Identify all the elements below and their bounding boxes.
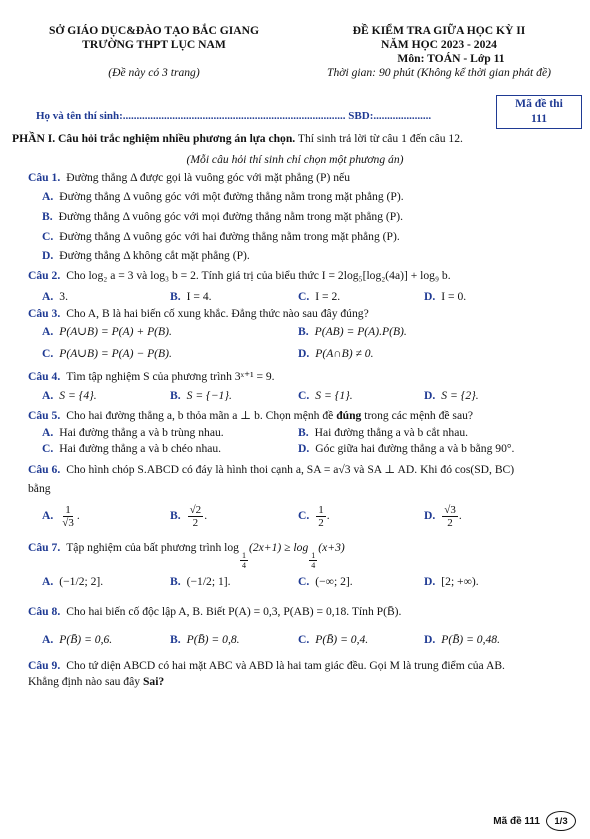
q4-option-a[interactable]: A. S = {4}. <box>42 389 97 402</box>
exam-code-value: 111 <box>530 112 548 125</box>
q6-option-a[interactable]: A. $\frac{1}{√3}$ . <box>42 504 80 529</box>
exam-code-label: Mã đề thi <box>515 97 563 110</box>
q5-option-a[interactable]: A. Hai đường thẳng a và b trùng nhau. <box>42 426 224 439</box>
subject: Môn: TOÁN - Lớp 11 <box>397 52 505 65</box>
q8-option-a[interactable]: A. P(B̄) = 0,6. <box>42 633 113 646</box>
q7-option-d[interactable]: D. [2; +∞). <box>424 575 479 588</box>
question-4: Câu 4. Tìm tập nghiệm S của phương trình 3ˣ⁺¹ = 9. <box>28 370 275 383</box>
footer-exam-code: Mã đề 111 <box>493 815 540 827</box>
exam-title: ĐỀ KIỂM TRA GIỮA HỌC KỲ II <box>352 24 526 37</box>
question-1: Câu 1. Đường thẳng Δ được gọi là vuông góc với mặt phẳng (P) nếu <box>28 171 350 184</box>
q1-option-b[interactable]: B. Đường thẳng Δ vuông góc với mọi đường thẳng nằm trong mặt phẳng (P). <box>42 210 403 223</box>
exam-time: Thời gian: 90 phút (Không kể thời gian phát đề) <box>327 66 551 79</box>
sbd-field: SBD:..................... <box>348 110 432 122</box>
q7-option-a[interactable]: A. (−1/2; 2]. <box>42 575 104 588</box>
question-7: Câu 7. Tập nghiệm của bất phương trình log $\frac{1}{4}$ (2x+1) ≥ log $\frac{1}{4}$ (x+3) <box>28 541 345 570</box>
q6-option-d[interactable]: D. $\frac{√3}{2}$ . <box>424 504 462 529</box>
page-footer <box>493 811 576 831</box>
q1-option-a[interactable]: A. Đường thẳng Δ vuông góc với một đường thẳng nằm trong mặt phẳng (P). <box>42 190 404 203</box>
q2-option-b[interactable]: B. I = 4. <box>170 290 212 303</box>
q5-option-d[interactable]: D. Góc giữa hai đường thẳng a và b bằng 90°. <box>298 442 515 455</box>
exam-code-box <box>496 95 582 129</box>
part1-note: (Mỗi câu hỏi thí sinh chỉ chọn một phương án) <box>186 153 404 166</box>
school-name: TRƯỜNG THPT LỤC NAM <box>82 38 226 51</box>
department-name: SỞ GIÁO DỤC&ĐÀO TẠO BẮC GIANG <box>48 24 260 37</box>
q2-option-c[interactable]: C. I = 2. <box>298 290 341 303</box>
q1-option-d[interactable]: D. Đường thẳng Δ không cắt mặt phẳng (P). <box>42 249 250 262</box>
question-9: Câu 9. Cho tứ diện ABCD có hai mặt ABC và ABD là hai tam giác đều. Gọi M là trung điểm của AB. <box>28 659 505 672</box>
q8-option-d[interactable]: D. P(B̄) = 0,48. <box>424 633 500 646</box>
q3-option-d[interactable]: D. P(A∩B) ≠ 0. <box>298 347 374 360</box>
q6-option-c[interactable]: C. $\frac{1}{2}$ . <box>298 504 330 529</box>
question-9-cont: Khẳng định nào sau đây Sai? <box>28 675 165 688</box>
part1-heading: PHẦN I. Câu hỏi trắc nghiệm nhiều phương án lựa chọn. Thí sinh trả lời từ câu 1 đến câu 12. <box>12 132 463 145</box>
q4-option-d[interactable]: D. S = {2}. <box>424 389 479 402</box>
question-6-cont: bằng <box>28 482 51 495</box>
q3-option-a[interactable]: A. P(A∪B) = P(A) + P(B). <box>42 325 172 338</box>
question-5: Câu 5. Cho hai đường thẳng a, b thỏa mãn a ⊥ b. Chọn mệnh đề đúng trong các mệnh đề sau? <box>28 409 474 422</box>
q2-option-d[interactable]: D. I = 0. <box>424 290 467 303</box>
q4-option-b[interactable]: B. S = {−1}. <box>170 389 232 402</box>
page-number: 1/3 <box>546 811 576 831</box>
q3-option-b[interactable]: B. P(AB) = P(A).P(B). <box>298 325 407 338</box>
q5-option-c[interactable]: C. Hai đường thẳng a và b chéo nhau. <box>42 442 222 455</box>
q7-option-c[interactable]: C. (−∞; 2]. <box>298 575 353 588</box>
q2-option-a[interactable]: A. 3. <box>42 290 68 303</box>
q1-option-c[interactable]: C. Đường thẳng Δ vuông góc với hai đường thẳng nằm trong mặt phẳng (P). <box>42 230 400 243</box>
q4-option-c[interactable]: C. S = {1}. <box>298 389 353 402</box>
student-name-field: Họ và tên thí sinh:................................................................................. SBD:..................... <box>36 110 432 122</box>
question-6: Câu 6. Cho hình chóp S.ABCD có đáy là hình thoi cạnh a, SA = a√3 và SA ⊥ AD. Khi đó cos(SD, BC) <box>28 463 515 476</box>
school-year: NĂM HỌC 2023 - 2024 <box>381 38 497 51</box>
question-8: Câu 8. Cho hai biến cố độc lập A, B. Biết P(A) = 0,3, P(AB) = 0,18. Tính P(B̄). <box>28 605 402 618</box>
q6-option-b[interactable]: B. $\frac{√2}{2}$ . <box>170 504 208 529</box>
q3-option-c[interactable]: C. P(A∪B) = P(A) − P(B). <box>42 347 172 360</box>
question-2: Câu 2. Cho log₂ a = 3 và log₃ b = 2. Tính giá trị của biểu thức I = 2log₅[log₂(4a)] + log₉ b. <box>28 269 451 282</box>
q8-option-b[interactable]: B. P(B̄) = 0,8. <box>170 633 240 646</box>
page-count-note: (Đề này có 3 trang) <box>108 66 200 79</box>
q7-option-b[interactable]: B. (−1/2; 1]. <box>170 575 231 588</box>
question-3: Câu 3. Cho A, B là hai biến cố xung khắc. Đẳng thức nào sau đây đúng? <box>28 307 369 320</box>
q5-option-b[interactable]: B. Hai đường thẳng a và b cắt nhau. <box>298 426 469 439</box>
q8-option-c[interactable]: C. P(B̄) = 0,4. <box>298 633 369 646</box>
